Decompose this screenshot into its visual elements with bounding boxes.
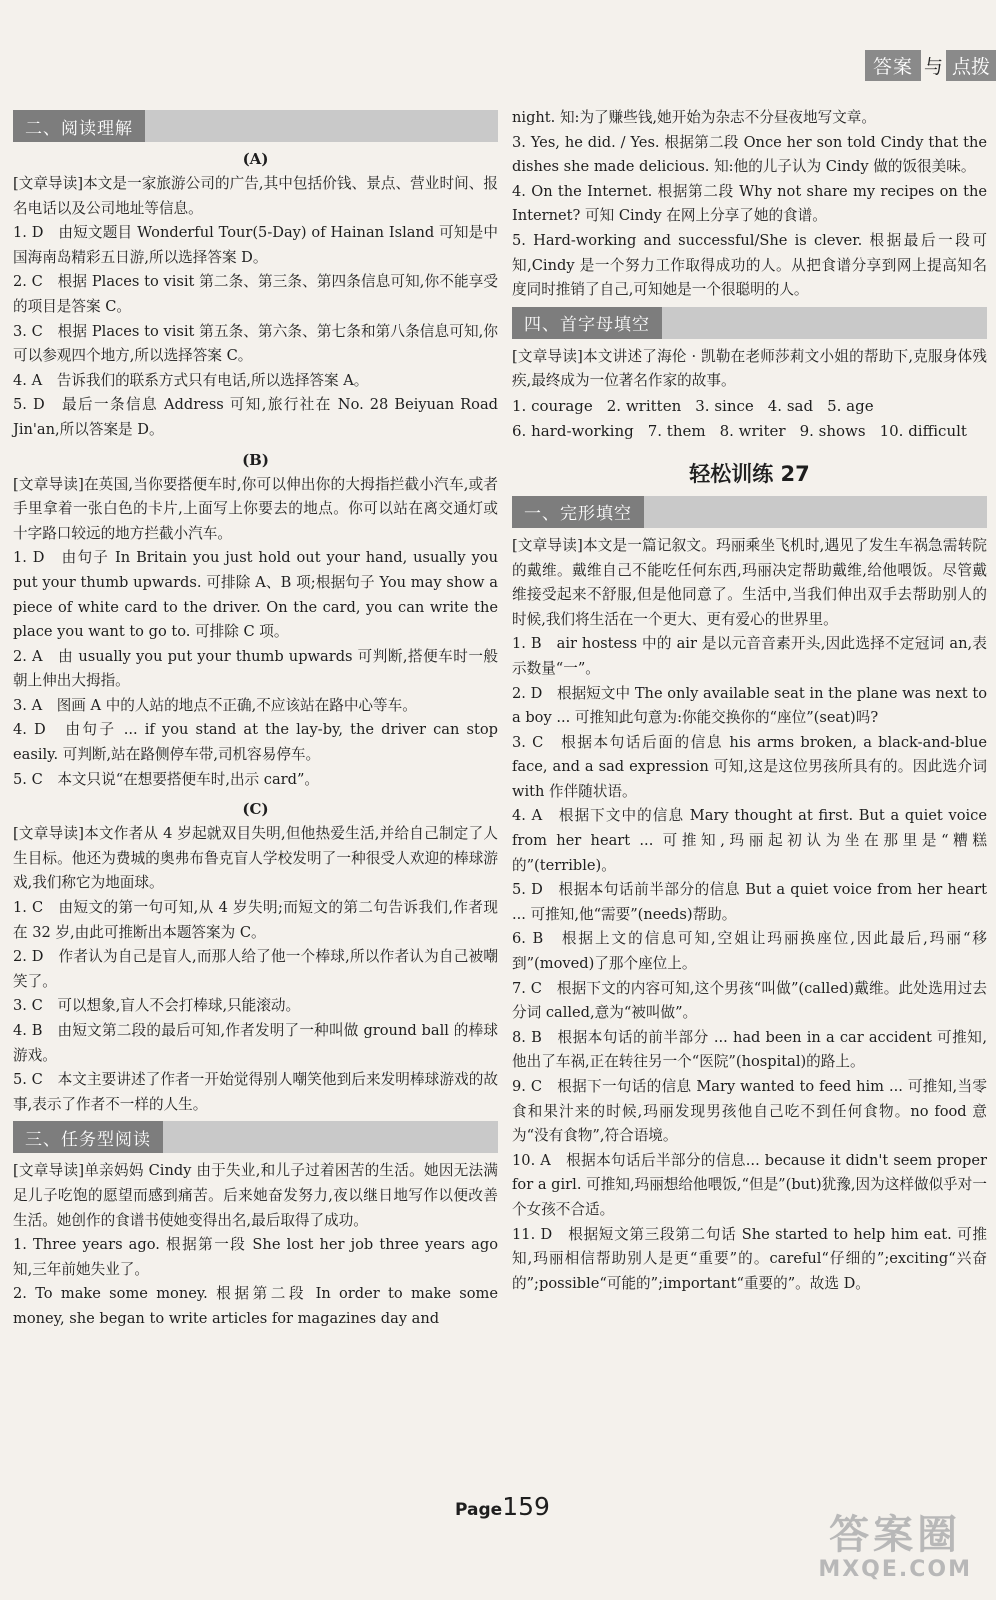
answer-item: 8. B 根据本句话的前半部分 ... had been in a car accident 可推知,他出了车祸,正在转往另一个“医院”(hospital)的路上。 <box>512 1028 987 1071</box>
answer-item: 7. C 根据下文的内容可知,这个男孩“叫做”(called)戴维。此处选用过去分词 called,意为“被叫做”。 <box>512 979 987 1022</box>
fill-answers-row-1 <box>512 394 987 419</box>
answer-item: 1. C 由短文的第一句可知,从 4 岁失明;而短文的第二句告诉我们,作者现在 32 岁,由此可推断出本题答案为 C。 <box>13 899 498 941</box>
answer-item: 6. B 根据上文的信息可知,空姐让玛丽换座位,因此最后,玛丽“移到”(moved)了那个座位上。 <box>512 930 987 973</box>
answer-item: 3. C 可以想象,盲人不会打棒球,只能滚动。 <box>13 997 301 1015</box>
section-label: 二、阅读理解 <box>13 110 145 142</box>
passage-c-guide: [文章导读]本文作者从 4 岁起就双目失明,但他热爱生活,并给自己制定了人生目标。他还为费城的奥弗布鲁克盲人学校发明了一种很受人欢迎的棒球游戏,我们称它为地面球。 <box>13 825 498 892</box>
answer-item: 5. C 本文只说“在想要搭便车时,出示 card”。 <box>13 770 320 788</box>
answer-item: 4. D 由句子 ... if you stand at the lay-by, the driver can stop easily. 可判断,站在路侧停车带,司机容易停车。 <box>13 721 498 764</box>
fill-answer: 9. shows <box>799 421 866 440</box>
watermark-text: 答案圈 <box>829 1512 962 1558</box>
answer-item: 11. D 根据短文第三段第二句话 She started to help him eat. 可推知,玛丽相信帮助别人是更“重要”的。careful“仔细的”;exciting“兴奋的”;possible“可能的”;important“重要的”。故选 D。 <box>512 1225 987 1292</box>
passage-a-guide: [文章导读]本文是一家旅游公司的广告,其中包括价钱、景点、营业时间、报名电话以及公司地址等信息。 <box>13 175 498 217</box>
fill-answer: 2. written <box>606 396 682 415</box>
answer-item: 2. D 根据短文中 The only available seat in the plane was next to a boy ... 可推知此句意为:你能交换你的“座位”(seat)吗? <box>512 684 987 727</box>
section-bar <box>163 1121 498 1153</box>
right-column <box>512 106 987 1296</box>
header-dianbo-label: 点拨 <box>946 50 996 81</box>
passage-a-label: (A) <box>242 150 269 168</box>
answer-item: 5. D 根据本句话前半部分的信息 But a quiet voice from her heart ... 可推知,他“需要”(needs)帮助。 <box>512 881 987 923</box>
answer-item: 3. C 根据本句话后面的信息 his arms broken, a black-and-blue face, and a sad expression 可知,这是这位男孩所具有的。因此选介词 with 作伴随状语。 <box>512 733 987 800</box>
section-initial-fill-header <box>512 307 987 339</box>
section-label: 一、完形填空 <box>512 496 644 528</box>
page-number-value: 159 <box>502 1492 550 1521</box>
answer-item: 5. D 最后一条信息 Address 可知,旅行社在 No. 28 Beiyuan Road Jin'an,所以答案是 D。 <box>13 396 498 438</box>
answer-item: 3. C 根据 Places to visit 第五条、第六条、第七条和第八条信息可知,你可以参观四个地方,所以选择答案 C。 <box>13 322 498 365</box>
answer-item: 4. A 根据下文中的信息 Mary thought at first. But a quiet voice from her heart ... 可推知,玛丽起初认为坐在那里是“糟糕的”(terrible)。 <box>512 807 987 874</box>
answer-item: 2. D 作者认为自己是盲人,而那人给了他一个棒球,所以作者认为自己被嘲笑了。 <box>13 948 498 990</box>
section-cloze-header <box>512 496 987 528</box>
left-column <box>13 106 498 1332</box>
answer-item: 2. C 根据 Places to visit 第二条、第三条、第四条信息可知,你不能享受的项目是答案 C。 <box>13 273 498 315</box>
fill-guide: [文章导读]本文讲述了海伦 · 凯勒在老师莎莉文小姐的帮助下,克服身体残疾,最终成为一位著名作家的故事。 <box>512 347 987 390</box>
answer-item: 1. Three years ago. 根据第一段 She lost her job three years ago 知,三年前她失业了。 <box>13 1236 498 1278</box>
fill-answers-row-2 <box>512 419 987 444</box>
watermark-logo <box>818 1513 972 1582</box>
fill-answer: 10. difficult <box>879 421 967 440</box>
task-guide: [文章导读]单亲妈妈 Cindy 由于失业,和儿子过着困苦的生活。她因无法满足儿子吃饱的愿望而感到痛苦。后来她奋发努力,夜以继日地写作以便改善生活。她创作的食谱书使她变得出名,最后取得了成功。 <box>13 1162 498 1229</box>
header-conjunction: 与 <box>923 56 943 78</box>
answer-item: 3. Yes, he did. / Yes. 根据第二段 Once her son told Cindy that the dishes she made delicious. 知:他的儿子认为 Cindy 做的饭很美味。 <box>512 133 987 176</box>
answer-item: 4. B 由短文第二段的最后可知,作者发明了一种叫做 ground ball 的棒球游戏。 <box>13 1022 498 1064</box>
section-bar <box>644 496 987 528</box>
answer-item: 1. D 由短文题目 Wonderful Tour(5-Day) of Hainan Island 可知是中国海南岛精彩五日游,所以选择答案 D。 <box>13 224 498 266</box>
passage-b-guide: [文章导读]在英国,当你要搭便车时,你可以伸出你的大拇指拦截小汽车,或者手里拿着一张白色的卡片,上面写上你要去的地点。你可以站在离交通灯或十字路口较远的地方拦截小汽车。 <box>13 475 498 542</box>
page-word: Page <box>455 1500 503 1520</box>
answer-item: 1. B air hostess 中的 air 是以元音音素开头,因此选择不定冠词 an,表示数量“一”。 <box>512 635 987 677</box>
section-reading-header <box>13 110 498 142</box>
page-number <box>455 1492 550 1521</box>
answer-item: 9. C 根据下一句话的信息 Mary wanted to feed him ... 可推知,当零食和果汁来的时候,玛丽发现男孩他自己吃不到任何食物。no food 意为“没有食物”,符合语境。 <box>512 1078 987 1145</box>
section-label: 四、首字母填空 <box>512 307 662 339</box>
fill-answer: 5. age <box>827 396 874 415</box>
fill-answer: 4. sad <box>767 396 814 415</box>
section-label: 三、任务型阅读 <box>13 1121 163 1153</box>
answer-item: 5. C 本文主要讲述了作者一开始觉得别人嘲笑他到后来发明棒球游戏的故事,表示了作者不一样的人生。 <box>13 1071 498 1113</box>
exercise-title: 轻松训练 27 <box>689 461 810 486</box>
section-bar <box>145 110 498 142</box>
answer-item: 4. On the Internet. 根据第二段 Why not share my recipes on the Internet? 可知 Cindy 在网上分享了她的食谱。 <box>512 182 987 225</box>
answer-item: 4. A 告诉我们的联系方式只有电话,所以选择答案 A。 <box>13 371 369 389</box>
task-continued: night. 知:为了赚些钱,她开始为杂志不分昼夜地写文章。 <box>512 109 876 126</box>
answer-item: 5. Hard-working and successful/She is clever. 根据最后一段可知,Cindy 是一个努力工作取得成功的人。从把食谱分享到网上提高知名度同时推销了自己,可知她是一个很聪明的人。 <box>512 231 987 299</box>
fill-answer: 3. since <box>695 396 754 415</box>
section-bar <box>662 307 987 339</box>
fill-answer: 8. writer <box>719 421 786 440</box>
fill-answer: 7. them <box>647 421 706 440</box>
cloze-guide: [文章导读]本文是一篇记叙文。玛丽乘坐飞机时,遇见了发生车祸急需转院的戴维。戴维自己不能吃任何东西,玛丽决定帮助戴维,给他喂饭。尽管戴维接受起来不舒服,但是他同意了。生活中,当我们伸出双手去帮助别人的时候,我们将生活在一个更大、更有爱心的世界里。 <box>512 536 987 628</box>
page-header <box>865 50 996 81</box>
header-answer-label: 答案 <box>865 50 921 81</box>
passage-c-label: (C) <box>242 800 269 819</box>
answer-item: 10. A 根据本句话后半部分的信息... because it didn't seem proper for a girl. 可推知,玛丽想给他喂饭,“但是”(but)犹豫,因为这样做似乎对一个女孩不合适。 <box>512 1151 987 1218</box>
answer-item: 2. To make some money. 根据第二段 In order to make some money, she began to write articles for magazines day and <box>13 1285 498 1327</box>
fill-answer: 6. hard-working <box>512 421 634 440</box>
answer-item: 1. D 由句子 In Britain you just hold out your hand, usually you put your thumb upwards. 可排除 A、B 项;根据句子 You may show a piece of white card to the driver. On the card, you can write the place you want to go to. 可排除 C 项。 <box>13 549 498 641</box>
section-task-header <box>13 1121 498 1153</box>
fill-answer: 1. courage <box>512 396 593 415</box>
watermark-url: MXQE.COM <box>818 1557 972 1582</box>
answer-item: 2. A 由 usually you put your thumb upwards 可判断,搭便车时一般朝上伸出大拇指。 <box>13 647 498 690</box>
answer-item: 3. A 图画 A 中的人站的地点不正确,不应该站在路中心等车。 <box>13 696 417 714</box>
passage-b-label: (B) <box>242 450 269 469</box>
